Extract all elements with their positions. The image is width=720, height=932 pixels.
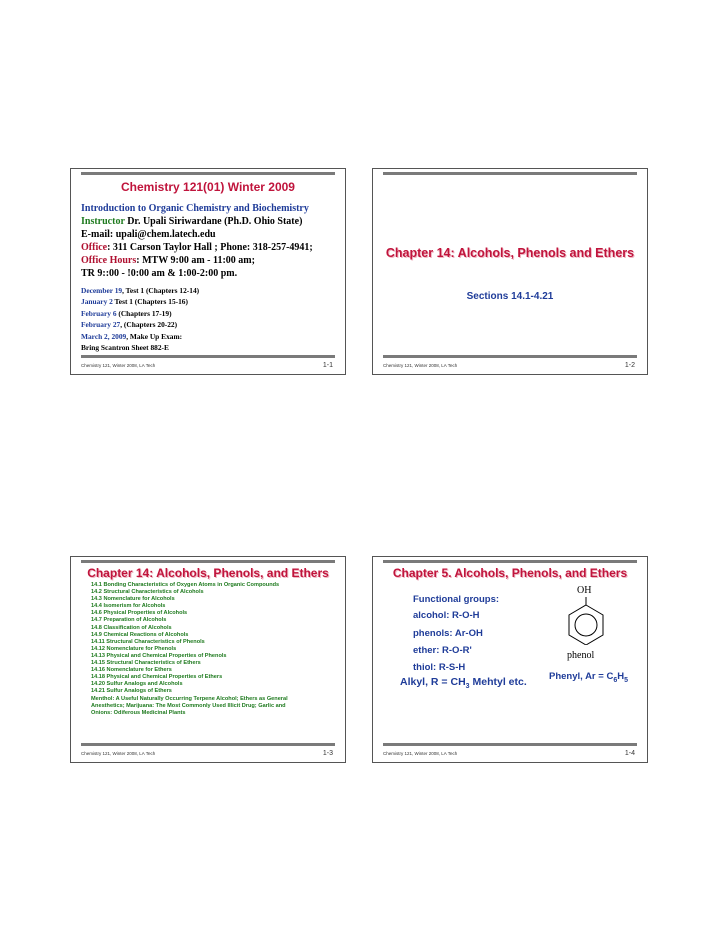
list-item: 14.7 Preparation of Alcohols <box>91 617 167 624</box>
schedule-date: December 19 <box>81 286 123 295</box>
schedule-date: March 2, 2009 <box>81 331 127 341</box>
slide-top-divider <box>81 560 335 563</box>
phenyl-subscript: 6 <box>613 676 618 684</box>
list-item: Onions: Odiferous Medicinal Plants <box>91 709 186 716</box>
slide-bottom-divider <box>81 743 335 746</box>
phenyl-formula-text: H <box>617 671 625 682</box>
alkyl-formula <box>400 676 527 690</box>
functional-group: alcohol: R-O-H <box>413 610 480 621</box>
list-item: 14.2 Structural Characteristics of Alcohols <box>91 589 204 596</box>
slide-number: 1-3 <box>322 750 333 757</box>
schedule-date: February 27 <box>81 320 121 330</box>
list-item: 14.11 Structural Characteristics of Phenols <box>91 638 205 645</box>
slide-bottom-divider <box>383 355 637 358</box>
list-item: Menthol: A Useful Naturally Occurring Terpene Alcohol; Ethers as General <box>91 695 288 702</box>
slide-number: 1-1 <box>322 362 333 369</box>
list-item: 14.4 Isomerism for Alcohols <box>91 603 166 610</box>
slide-top-divider <box>81 172 335 175</box>
slide-3 <box>70 556 346 763</box>
hours-label: Office Hours <box>81 255 137 266</box>
schedule-text: Test 1 (Chapters 15-16) <box>112 297 188 307</box>
slide-footer: Chemistry 121, Winter 2008, LA Tech <box>81 751 156 756</box>
oh-label: OH <box>577 585 592 596</box>
benzene-ring-icon <box>566 597 606 645</box>
schedule-row <box>81 285 199 296</box>
schedule-row <box>81 319 199 330</box>
list-item: 14.6 Physical Properties of Alcohols <box>91 610 188 617</box>
slide-1 <box>70 168 346 375</box>
instructor-name: Dr. Upali Siriwardane (Ph.D. Ohio State) <box>124 216 303 227</box>
list-item: Anesthetics; Marijuana: The Most Commonly Used Illicit Drug; Garlic and <box>91 702 286 709</box>
list-item: 14.12 Nomenclature for Phenols <box>91 645 177 652</box>
instructor-label: Instructor <box>81 216 125 227</box>
schedule-row <box>81 331 199 342</box>
office-label: Office <box>81 242 108 253</box>
slide-top-divider <box>383 560 637 563</box>
list-item: 14.21 Sulfur Analogs of Ethers <box>91 688 172 695</box>
hours-line-2: TR 9::00 - !0:00 am & 1:00-2:00 pm. <box>81 268 238 279</box>
phenyl-subscript: 5 <box>624 676 629 684</box>
functional-group: phenols: Ar-OH <box>413 628 483 639</box>
hours-value: : MTW 9:00 am - 11:00 am; <box>136 255 255 266</box>
list-item: 14.15 Structural Characteristics of Ethers <box>91 660 201 667</box>
slide-footer: Chemistry 121, Winter 2008, LA Tech <box>81 363 156 368</box>
office-line <box>81 242 313 253</box>
schedule-text: , Make Up Exam: <box>126 331 183 341</box>
slide-bottom-divider <box>383 743 637 746</box>
slide-title: Chapter 14: Alcohols, Phenols and Ethers <box>385 246 635 260</box>
schedule-row <box>81 308 199 319</box>
schedule-text: , Test 1 (Chapters 12-14) <box>122 286 200 295</box>
phenyl-formula <box>549 671 628 684</box>
exam-schedule <box>81 285 199 353</box>
slide-2 <box>372 168 648 375</box>
email-line: E-mail: upali@chem.latech.edu <box>81 229 216 240</box>
list-item: 14.18 Physical and Chemical Properties of Ethers <box>91 674 223 681</box>
list-item: 14.3 Nomenclature for Alcohols <box>91 596 175 603</box>
scantron-note: Bring Scantron Sheet 882-E <box>81 343 169 353</box>
list-item: 14.9 Chemical Reactions of Alcohols <box>91 631 189 638</box>
course-name: Introduction to Organic Chemistry and Biochemistry <box>81 203 309 214</box>
list-item: 14.1 Bonding Characteristics of Oxygen Atoms in Organic Compounds <box>91 582 280 588</box>
list-item: 14.16 Nomenclature for Ethers <box>91 667 172 674</box>
list-item: 14.8 Classification of Alcohols <box>91 624 172 631</box>
slide-bottom-divider <box>81 355 335 358</box>
hours-line <box>81 255 255 266</box>
slide-top-divider <box>383 172 637 175</box>
slide-number: 1-4 <box>624 750 635 757</box>
slide-footer: Chemistry 121, Winter 2008, LA Tech <box>383 363 458 368</box>
schedule-text: (Chapters 17-19) <box>116 308 172 318</box>
slide-title: Chapter 5. Alcohols, Phenols, and Ethers <box>392 566 628 580</box>
schedule-date: February 6 <box>81 308 117 318</box>
alkyl-formula-text: Mehtyl etc. <box>469 676 527 688</box>
list-item: 14.20 Sulfur Analogs and Alcohols <box>91 681 183 688</box>
functional-group: ether: R-O-R' <box>413 645 472 656</box>
phenyl-formula-text: Phenyl, Ar = C <box>549 671 614 682</box>
slide-title: Chapter 14: Alcohols, Phenols, and Ethers <box>87 566 329 580</box>
functional-group: thiol: R-S-H <box>413 662 466 673</box>
phenol-label: phenol <box>567 650 595 661</box>
slide-subtitle: Sections 14.1-4.21 <box>466 291 554 302</box>
schedule-row <box>81 296 199 307</box>
slide-footer: Chemistry 121, Winter 2008, LA Tech <box>383 751 458 756</box>
alkyl-subscript: 3 <box>465 683 470 691</box>
slide-title: Chemistry 121(01) Winter 2009 <box>121 180 295 194</box>
list-item: 14.13 Physical and Chemical Properties of Phenols <box>91 652 227 659</box>
functional-groups-title: Functional groups: <box>413 594 500 605</box>
office-value: : 311 Carson Taylor Hall ; Phone: 318-257-4941; <box>107 242 313 253</box>
instructor-line <box>81 216 302 227</box>
slide-4 <box>372 556 648 763</box>
schedule-date: January 2 <box>81 297 113 307</box>
alkyl-formula-text: Alkyl, R = CH <box>400 676 466 688</box>
slide-number: 1-2 <box>624 362 635 369</box>
schedule-text: , (Chapters 20-22) <box>120 320 178 330</box>
section-list <box>91 582 341 717</box>
